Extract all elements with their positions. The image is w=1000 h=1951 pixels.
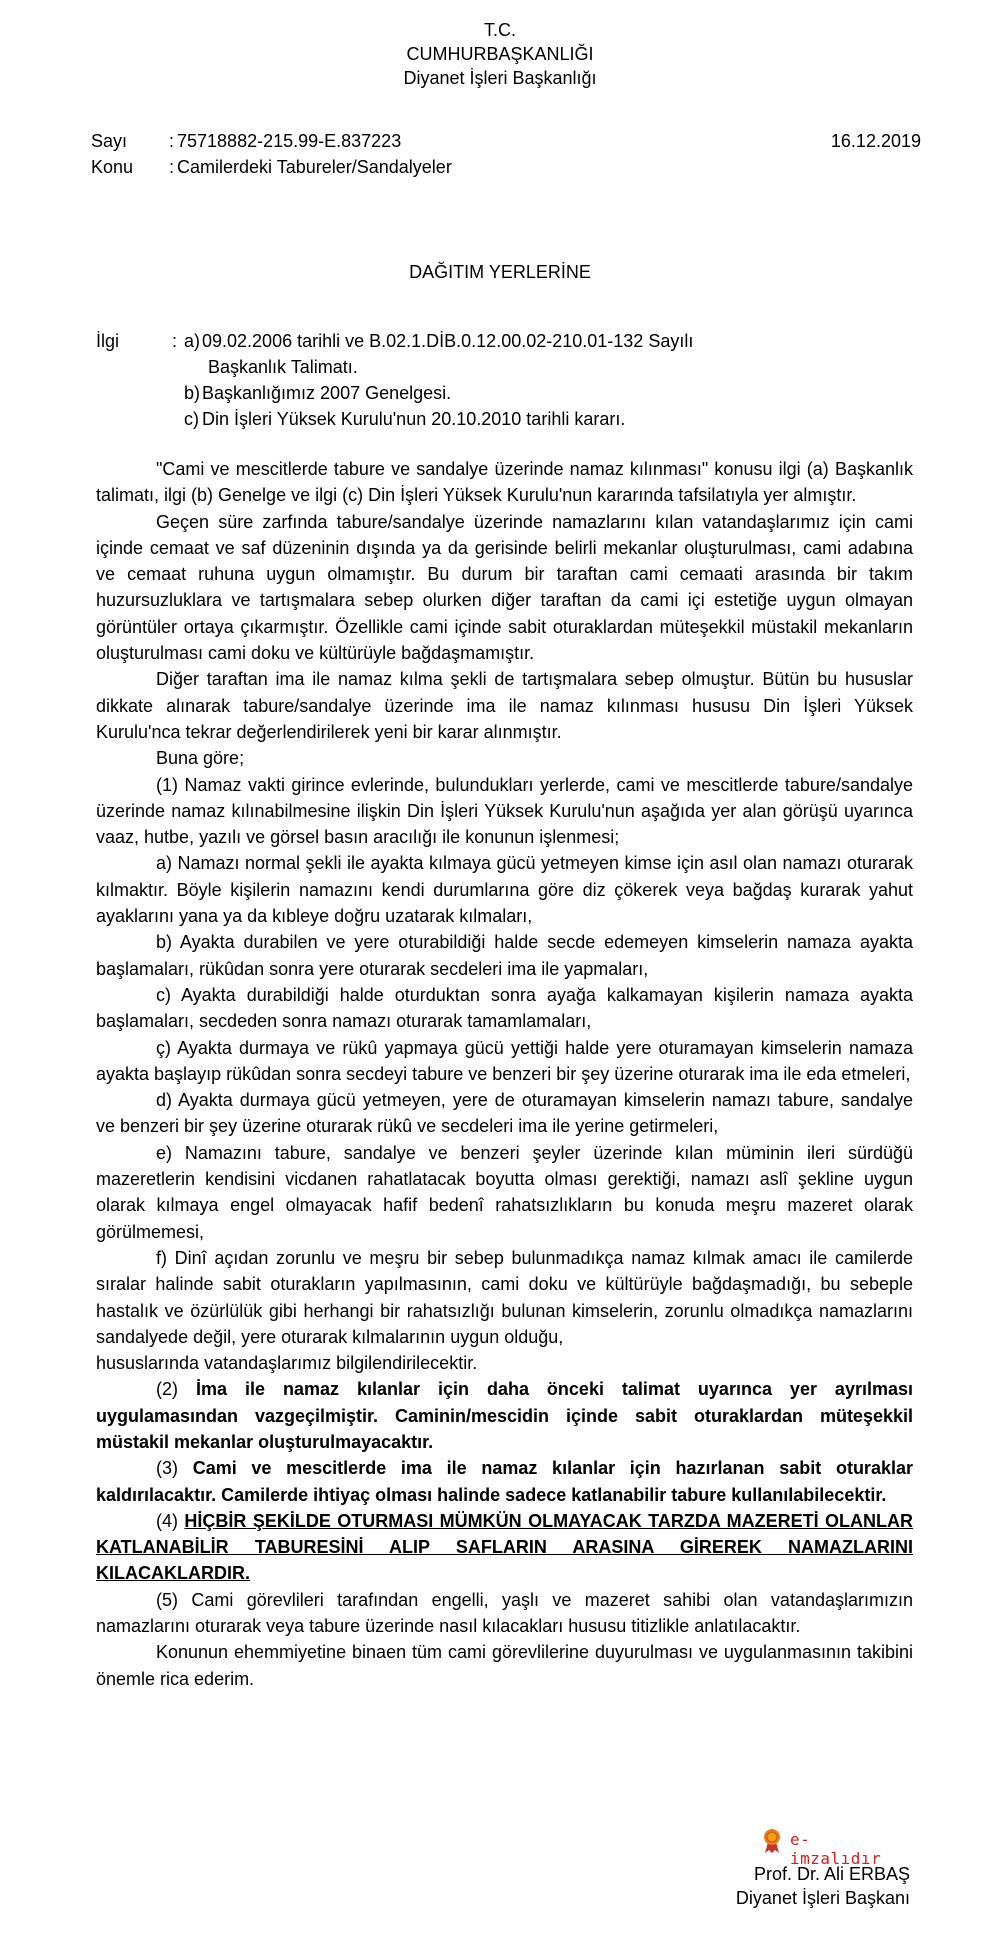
- paragraph-item-1d: d) Ayakta durmaya gücü yetmeyen, yere de oturamayan kimselerin namazı tabure, sandalye ve benzeri bir şey üzerine oturarak rükû ve secdeleri ima ile yerine getirmeleri,: [96, 1090, 913, 1137]
- e-signature-label: e-imzalıdır: [790, 1830, 882, 1868]
- letterhead-line-tc: T.C.: [483, 20, 516, 40]
- item-number: (4): [156, 1510, 178, 1531]
- paragraph-item-1-closing: hususlarında vatandaşlarımız bilgilendirilecektir.: [96, 1353, 478, 1374]
- ilgi-label: İlgi: [96, 331, 120, 351]
- item-4-text: HİÇBİR ŞEKİLDE OTURMASI MÜMKÜN OLMAYACAK TARZDA MAZERETİ OLANLAR KATLANABİLİR TABURESİNİ ALIP SAFLARIN ARASINA GİREREK NAMAZLARINI KILACAKLARDIR.: [96, 1510, 913, 1584]
- ilgi-item-key: b): [184, 383, 201, 403]
- ilgi-item-key: a): [184, 331, 201, 351]
- item-3-text: Cami ve mescitlerde ima ile namaz kılanlar için hazırlanan sabit oturaklar kaldırılacaktır. Camilerde ihtiyaç olması halinde sadece katlanabilir tabure kullanılabilecektir.: [96, 1458, 913, 1505]
- letterhead-line-presidency: CUMHURBAŞKANLIĞI: [406, 44, 594, 64]
- sayi-colon: :: [169, 131, 175, 151]
- medal-icon: [762, 1828, 782, 1854]
- e-signature-stamp: [762, 1828, 892, 1868]
- ilgi-item-a-continuation: Başkanlık Talimatı.: [208, 357, 358, 377]
- ilgi-item-text: Başkanlığımız 2007 Genelgesi.: [202, 383, 452, 403]
- letterhead: [0, 18, 1000, 90]
- paragraph-item-3: [96, 1455, 913, 1508]
- konu-colon: :: [169, 157, 175, 177]
- paragraph-item-1: (1) Namaz vakti girince evlerinde, bulundukları yerlerde, cami ve mescitlerde tabure/sandalye üzerinde namaz kılınabilmesine ilişkin Din İşleri Yüksek Kurulu'nun aşağıda yer alan görüşü uyarınca vaaz, hutbe, yazılı ve görsel basın aracılığı ile konunun işlenmesi;: [96, 774, 913, 848]
- paragraph-item-1f: f) Dinî açıdan zorunlu ve meşru bir sebep bulunmadıkça namaz kılmak amacı ile camilerde sıralar halinde sabit oturakların yapılmasının, cami doku ve kültürüyle bağdaşmadığı, bu sebeple hastalık ve özürlülük gibi herhangi bir rahatsızlığı bulunan kimselerin, zorunlu olmadıkça namazlarını sandalyede değil, yere oturarak kılmalarının uygun olduğu,: [96, 1247, 913, 1347]
- document-date: 16.12.2019: [830, 131, 921, 151]
- paragraph-item-1b: b) Ayakta durabilen ve yere oturabildiği halde secde edemeyen kimselerin namaza ayakta başlamaları, rükûdan sonra yere oturarak secdeleri ima ile yapmaları,: [96, 932, 913, 979]
- paragraph-intro: "Cami ve mescitlerde tabure ve sandalye üzerinde namaz kılınması" konusu ilgi (a) Başkanlık talimatı, ilgi (b) Genelge ve ilgi (c) Din İşleri Yüksek Kurulu'nun kararında tafsilatıyla yer almıştır.: [96, 459, 913, 506]
- konu-label: Konu: [91, 157, 134, 177]
- sayi-value: 75718882-215.99-E.837223: [177, 131, 402, 151]
- signatory-title: Diyanet İşleri Başkanı: [735, 1888, 910, 1908]
- letterhead-line-directorate: Diyanet İşleri Başkanlığı: [403, 68, 597, 88]
- signatory-block: [736, 1862, 910, 1910]
- paragraph-closing: Konunun ehemmiyetine binaen tüm cami görevlilerine duyurulması ve uygulanmasının takibini önemle rica ederim.: [96, 1642, 913, 1689]
- ilgi-item-text: 09.02.2006 tarihli ve B.02.1.DİB.0.12.00.02-210.01-132 Sayılı: [202, 331, 694, 351]
- paragraph-item-5: (5) Cami görevlileri tarafından engelli, yaşlı ve mazeret sahibi olan vatandaşlarımızın namazlarını oturarak veya tabure üzerinde nasıl kılacakları hususu titizlikle anlatılacaktır.: [96, 1589, 913, 1637]
- ilgi-item-key: c): [184, 409, 199, 429]
- item-2-text: İma ile namaz kılanlar için daha önceki talimat uyarınca yer ayrılması uygulamasından vazgeçilmiştir. Caminin/mescidin içinde sabit oturaklardan müteşekkil müstakil mekanlar oluşturulmayacaktır.: [96, 1379, 913, 1452]
- distribution-heading: DAĞITIM YERLERİNE: [409, 262, 591, 282]
- paragraph-item-2: [96, 1376, 913, 1455]
- paragraph-item-1cc: ç) Ayakta durmaya ve rükû yapmaya gücü yettiği halde yere oturamayan kimselerin namaza ayakta başlayıp rükûdan sonra secdeyi tabure ve benzeri bir şey üzerine oturarak ima ile eda etmeleri,: [96, 1037, 913, 1084]
- paragraph-item-1e: e) Namazını tabure, sandalye ve benzeri şeyler üzerinde kılan müminin ileri sürdüğü mazeretlerin kendisini vicdanen rahatlatacak boyutta olması gerektiği, namazı aslî şekline uygun olarak kılmaya engel olmayacak hafif bedenî rahatsızlıkların bu konuda meşru mazeret olarak görülmemesi,: [96, 1142, 913, 1242]
- item-number: (3): [156, 1458, 178, 1479]
- item-number: (2): [156, 1379, 178, 1400]
- sayi-label: Sayı: [91, 131, 128, 151]
- letter-body: [96, 456, 913, 1692]
- ilgi-colon: :: [172, 331, 178, 351]
- paragraph-item-1a: a) Namazı normal şekli ile ayakta kılmaya gücü yetmeyen kimse için asıl olan namazı oturarak kılmaktır. Böyle kişilerin namazını kendi durumlarına göre diz çökerek veya bağdaş kurarak yahut ayaklarını yana ya da kıbleye doğru uzatarak kılmaları,: [96, 853, 913, 927]
- paragraph-buna-gore: Buna göre;: [156, 748, 245, 769]
- paragraph-item-4: [96, 1508, 913, 1587]
- paragraph-background: Geçen süre zarfında tabure/sandalye üzerinde namazlarını kılan vatandaşlarımız için cami içinde cemaat ve saf düzeninin dışında ya da gerisinde belirli mekanlar oluşturulması, cami adabına ve cemaat ruhuna uygun olmamıştır. Bu durum bir taraftan cami cemaati arasında bir takım huzursuzluklara ve tartışmalara sebep olurken diğer taraftan da cami içi estetiğe uygun olmayan görüntüler ortaya çıkarmıştır. Özellikle cami içinde sabit oturaklardan müteşekkil müstakil mekanların oluşturulması cami doku ve kültürüyle bağdaşmamıştır.: [96, 511, 913, 664]
- konu-value: Camilerdeki Tabureler/Sandalyeler: [177, 157, 452, 177]
- paragraph-ima: Diğer taraftan ima ile namaz kılma şekli de tartışmalara sebep olmuştur. Bütün bu hususlar dikkate alınarak tabure/sandalye üzerinde ima ile namaz kılınması hususu Din İşleri Yüksek Kurulu'nca tekrar değerlendirilerek yeni bir karar alınmıştır.: [96, 669, 913, 742]
- paragraph-item-1c: c) Ayakta durabildiği halde oturduktan sonra ayağa kalkamayan kişilerin namaza ayakta başlamaları, secdeden sonra namazı oturarak tamamlamaları,: [96, 984, 913, 1032]
- ilgi-item-text: Din İşleri Yüksek Kurulu'nun 20.10.2010 tarihli kararı.: [202, 409, 626, 429]
- signatory-name: Prof. Dr. Ali ERBAŞ: [753, 1864, 910, 1884]
